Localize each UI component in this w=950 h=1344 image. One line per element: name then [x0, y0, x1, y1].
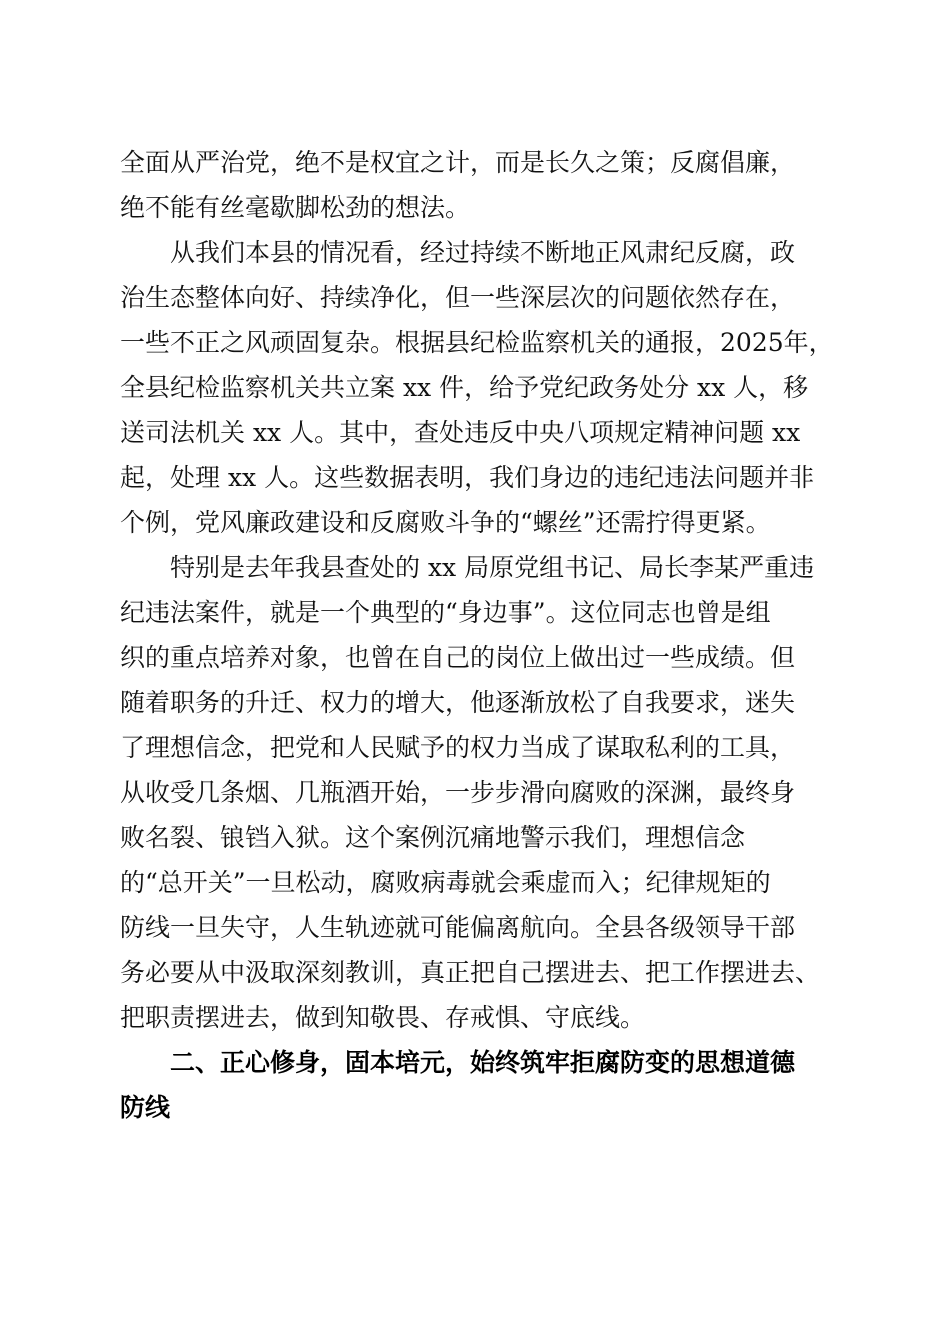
paragraph-3-line-4: 随着职务的升迁、权力的增大，他逐渐放松了自我要求，迷失: [120, 688, 796, 717]
paragraph-3-line-6: 从收受几条烟、几瓶酒开始，一步步滑向腐败的深渊，最终身: [120, 778, 796, 807]
section-heading-line-2: 防线: [120, 1093, 171, 1122]
section-heading-line-1: 二、正心修身，固本培元，始终筑牢拒腐防变的思想道德: [170, 1048, 796, 1077]
paragraph-1-line-1: 全面从严治党，绝不是权宜之计，而是长久之策；反腐倡廉，: [120, 148, 796, 177]
paragraph-3-line-11: 把职责摆进去，做到知敬畏、存戒惧、守底线。: [120, 1003, 646, 1032]
paragraph-2-line-4: 全县纪检监察机关共立案 xx 件，给予党纪政务处分 xx 人，移: [120, 373, 809, 402]
paragraph-3-line-3: 织的重点培养对象，也曾在自己的岗位上做出过一些成绩。但: [120, 643, 796, 672]
paragraph-3-line-2: 纪违法案件，就是一个典型的“身边事”。这位同志也曾是组: [120, 598, 771, 627]
paragraph-3-line-9: 防线一旦失守，人生轨迹就可能偏离航向。全县各级领导干部: [120, 913, 796, 942]
paragraph-1-line-2: 绝不能有丝毫歇脚松劲的想法。: [120, 193, 471, 222]
paragraph-2-line-7: 个例，党风廉政建设和反腐败斗争的“螺丝”还需拧得更紧。: [120, 508, 771, 537]
paragraph-3-line-5: 了理想信念，把党和人民赋予的权力当成了谋取私利的工具，: [120, 733, 796, 762]
paragraph-3-line-8: 的“总开关”一旦松动，腐败病毒就会乘虚而入；纪律规矩的: [120, 868, 771, 897]
paragraph-3-line-1: 特别是去年我县查处的 xx 局原党组书记、局长李某严重违: [170, 553, 815, 582]
paragraph-2-line-6: 起，处理 xx 人。这些数据表明，我们身边的违纪违法问题并非: [120, 463, 815, 492]
paragraph-3-line-10: 务必要从中汲取深刻教训，真正把自己摆进去、把工作摆进去、: [120, 958, 821, 987]
paragraph-2-line-3: 一些不正之风顽固复杂。根据县纪检监察机关的通报，2025年，: [120, 328, 834, 357]
paragraph-2-line-1: 从我们本县的情况看，经过持续不断地正风肃纪反腐，政: [170, 238, 796, 267]
paragraph-3-line-7: 败名裂、锒铛入狱。这个案例沉痛地警示我们，理想信念: [120, 823, 746, 852]
paragraph-2-line-2: 治生态整体向好、持续净化，但一些深层次的问题依然存在，: [120, 283, 796, 312]
paragraph-2-line-5: 送司法机关 xx 人。其中，查处违反中央八项规定精神问题 xx: [120, 418, 801, 447]
